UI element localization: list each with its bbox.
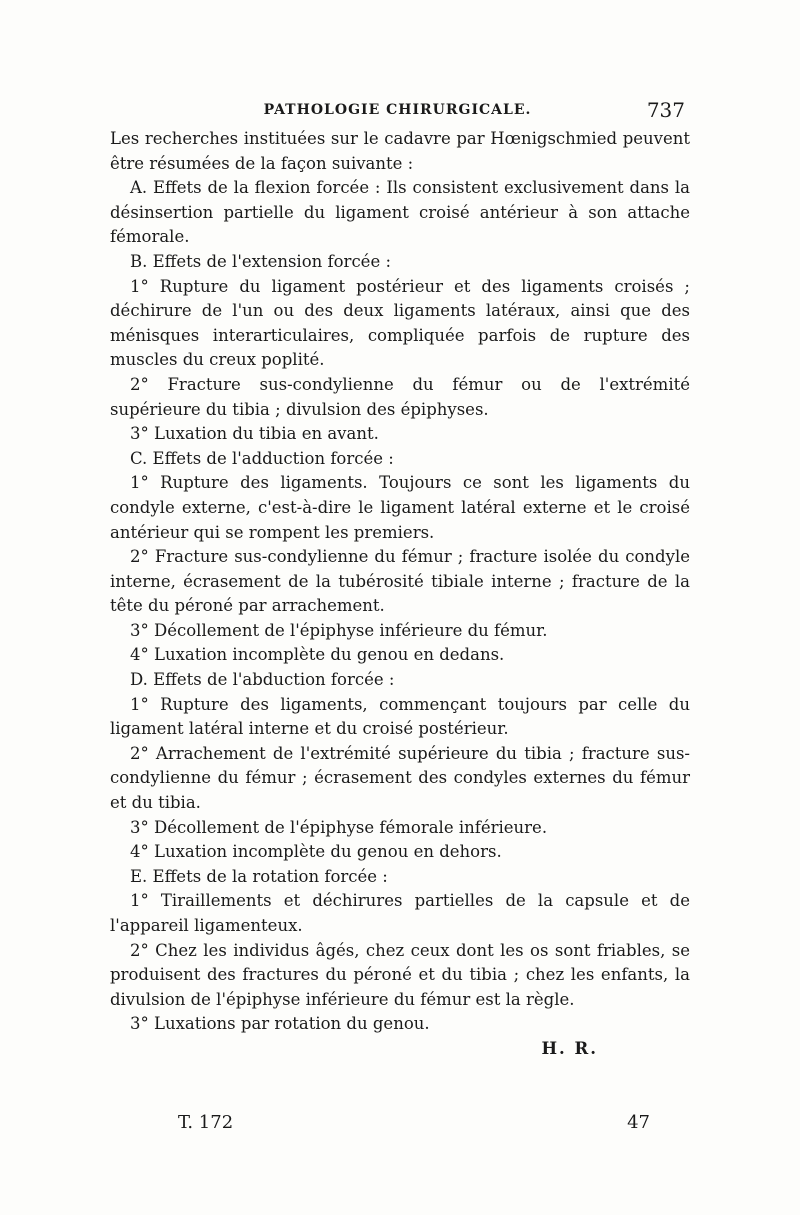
- paragraph: 3° Luxation du tibia en avant.: [130, 424, 379, 444]
- body-text: [110, 127, 690, 1062]
- signature-mark: T. 172: [178, 1112, 234, 1133]
- author-initials: H. R.: [541, 1038, 598, 1058]
- paragraph: 1° Rupture des ligaments, commençant toujours par celle du ligament latéral interne et du croisé postérieur.: [110, 694, 690, 739]
- paragraph: Les recherches instituées sur le cadavre par Hœnigschmied peuvent être résumées de la façon suivante :: [110, 129, 690, 173]
- paragraph: 1° Rupture du ligament postérieur et des ligaments croisés ; déchirure de l'un ou des deux ligaments latéraux, ainsi que des ménisques interarticulaires, compliquée parfois de rupture des muscles du creux poplité.: [110, 276, 690, 370]
- paragraph: 1° Rupture des ligaments. Toujours ce sont les ligaments du condyle externe, c'est-à-dire le ligament latéral externe et le croisé antérieur qui se rompent les premiers.: [110, 473, 690, 542]
- page-number: 737: [646, 98, 685, 122]
- paragraph: B. Effets de l'extension forcée :: [130, 251, 392, 271]
- paragraph: 4° Luxation incomplète du genou en dehors.: [130, 842, 502, 862]
- paragraph: 2° Arrachement de l'extrémité supérieure du tibia ; fracture sus-condylienne du fémur ; écrasement des condyles externes du fémur et du tibia.: [110, 743, 690, 813]
- page-header: [110, 98, 685, 124]
- paragraph: 3° Luxations par rotation du genou.: [130, 1014, 430, 1034]
- paragraph: C. Effets de l'adduction forcée :: [130, 448, 394, 468]
- paragraph: D. Effets de l'abduction forcée :: [130, 670, 395, 690]
- paragraph: A. Effets de la flexion forcée : Ils consistent exclusivement dans la désinsertion partielle du ligament croisé antérieur à son attache fémorale.: [110, 178, 690, 247]
- paragraph: 3° Décollement de l'épiphyse inférieure du fémur.: [130, 620, 548, 640]
- paragraph: 3° Décollement de l'épiphyse fémorale inférieure.: [130, 817, 548, 837]
- paragraph: 2° Fracture sus-condylienne du fémur ou de l'extrémité supérieure du tibia ; divulsion des épiphyses.: [110, 374, 690, 419]
- sheet-number: 47: [627, 1112, 650, 1133]
- paragraph: 2° Fracture sus-condylienne du fémur ; fracture isolée du condyle interne, écrasement de la tubérosité tibiale interne ; fracture de la tête du péroné par arrachement.: [110, 547, 690, 616]
- paragraph: 2° Chez les individus âgés, chez ceux dont les os sont friables, se produisent des fractures du péroné et du tibia ; chez les enfants, la divulsion de l'épiphyse inférieure du fémur est la règle.: [110, 940, 690, 1009]
- paragraph: 4° Luxation incomplète du genou en dedans.: [130, 645, 505, 665]
- running-title: PATHOLOGIE CHIRURGICALE.: [263, 102, 532, 118]
- paragraph: 1° Tiraillements et déchirures partielles de la capsule et de l'appareil ligamenteux.: [110, 891, 690, 935]
- page-footer: [110, 1112, 650, 1140]
- paragraph: E. Effets de la rotation forcée :: [130, 866, 388, 886]
